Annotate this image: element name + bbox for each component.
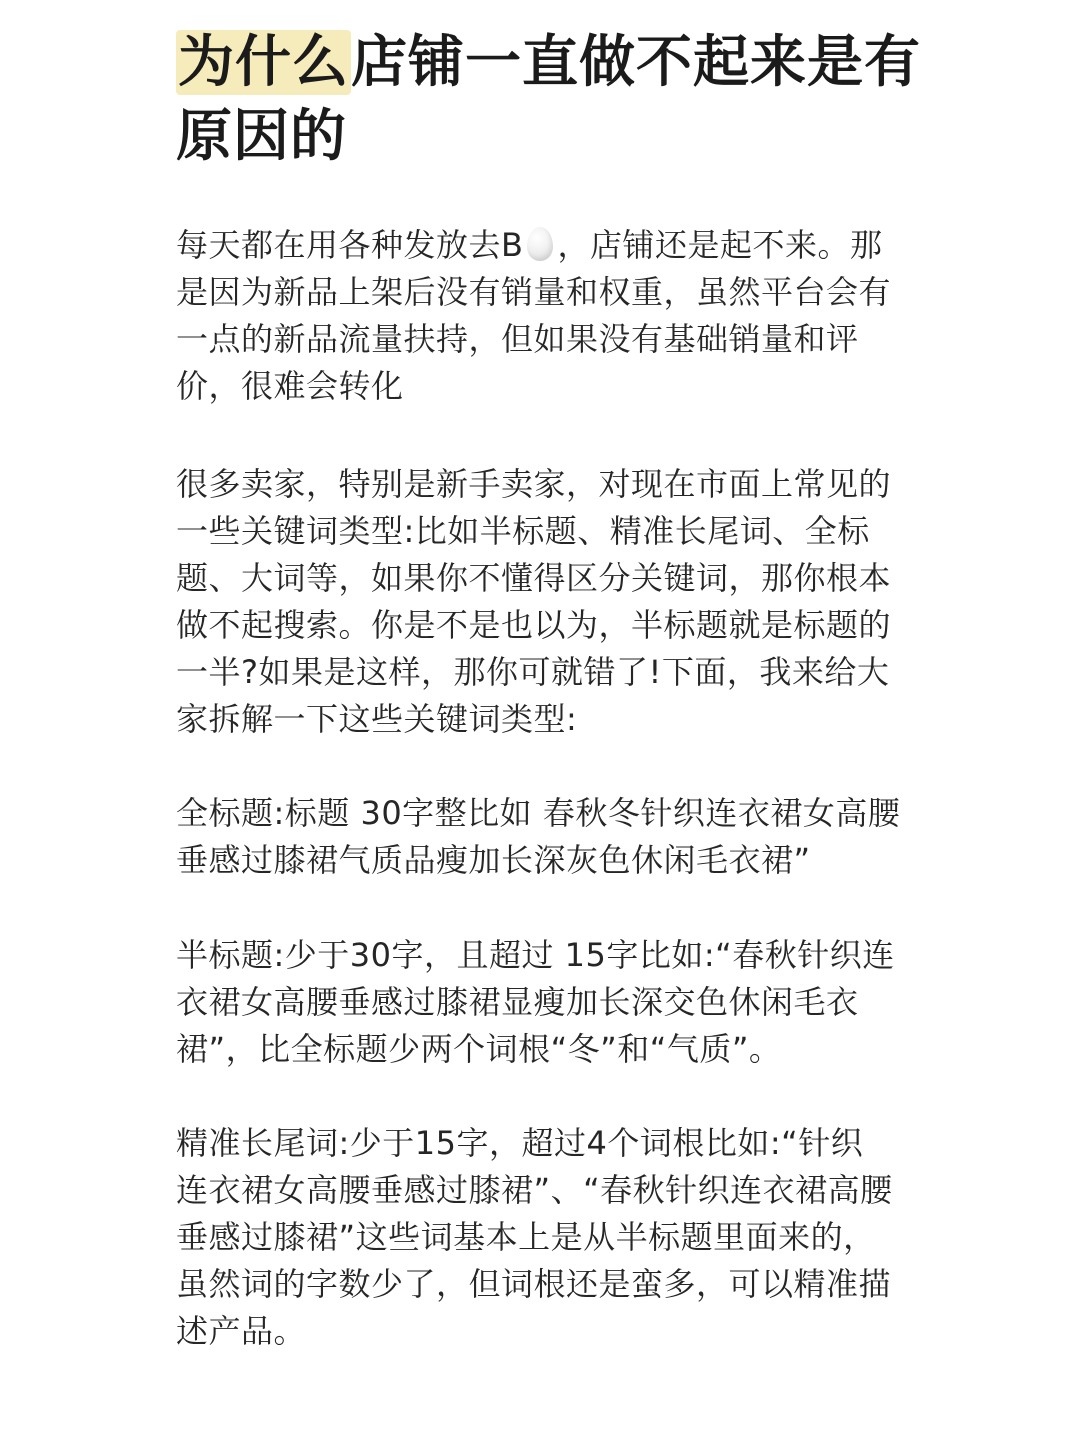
paragraph-4-line-3: 裙”，比全标题少两个词根“冬”和“气质”。 [176,1030,782,1068]
paragraph-1-line-1 [176,222,891,269]
paragraph-2-line-3: 题、大词等，如果你不懂得区分关键词，那你根本 [176,559,892,597]
paragraph-4-line-1: 半标题:少于30字，且超过 15字比如:“春秋针织连 [176,936,895,974]
paragraph-2-line-6: 家拆解一下这些关键词类型: [176,700,578,738]
line-text: 每天都在用各种发放去B [176,226,524,264]
paragraph-2-line-2: 一些关键词类型:比如半标题、精准长尾词、全标 [176,512,870,550]
egg-icon [527,227,553,261]
title-line-1 [176,30,936,96]
paragraph-2-line-4: 做不起搜索。你是不是也以为，半标题就是标题的 [176,606,892,644]
title-line-2: 原因的 [176,104,347,169]
paragraph-5-line-4: 虽然词的字数少了，但词根还是蛮多，可以精准描 [176,1265,892,1303]
paragraph-4 [176,932,895,1073]
paragraph-2 [176,461,891,743]
paragraph-5 [176,1120,893,1355]
paragraph-3-line-2: 垂感过膝裙气质品瘦加长深灰色休闲毛衣裙” [176,841,811,879]
article-title [176,30,936,170]
paragraph-3-line-1: 全标题:标题 30字整比如 春秋冬针织连衣裙女高腰 [176,794,901,832]
paragraph-1-line-3: 一点的新品流量扶持，但如果没有基础销量和评 [176,320,859,358]
paragraph-3 [176,790,900,884]
paragraph-4-line-2: 衣裙女高腰垂感过膝裙显瘦加长深交色休闲毛衣 [176,983,859,1021]
paragraph-2-line-5: 一半?如果是这样，那你可就错了!下面，我来给大 [176,653,890,691]
paragraph-1-line-2: 是因为新品上架后没有销量和权重，虽然平台会有 [176,273,892,311]
paragraph-5-line-1: 精准长尾词:少于15字，超过4个词根比如:“针织 [176,1124,864,1162]
paragraph-5-line-2: 连衣裙女高腰垂感过膝裙”、“春秋针织连衣裙高腰 [176,1171,893,1209]
title-highlight: 为什么 [178,30,349,95]
paragraph-2-line-1: 很多卖家，特别是新手卖家，对现在市面上常见的 [176,465,892,503]
line-text: ，店铺还是起不来。那 [557,226,883,264]
title-line-1-rest: 店铺一直做不起来是有 [351,30,921,95]
paragraph-1-line-4: 价，很难会转化 [176,367,404,405]
paragraph-1 [176,222,891,410]
paragraph-5-line-3: 垂感过膝裙”这些词基本上是从半标题里面来的， [176,1218,876,1256]
paragraph-5-line-5: 述产品。 [176,1312,307,1350]
